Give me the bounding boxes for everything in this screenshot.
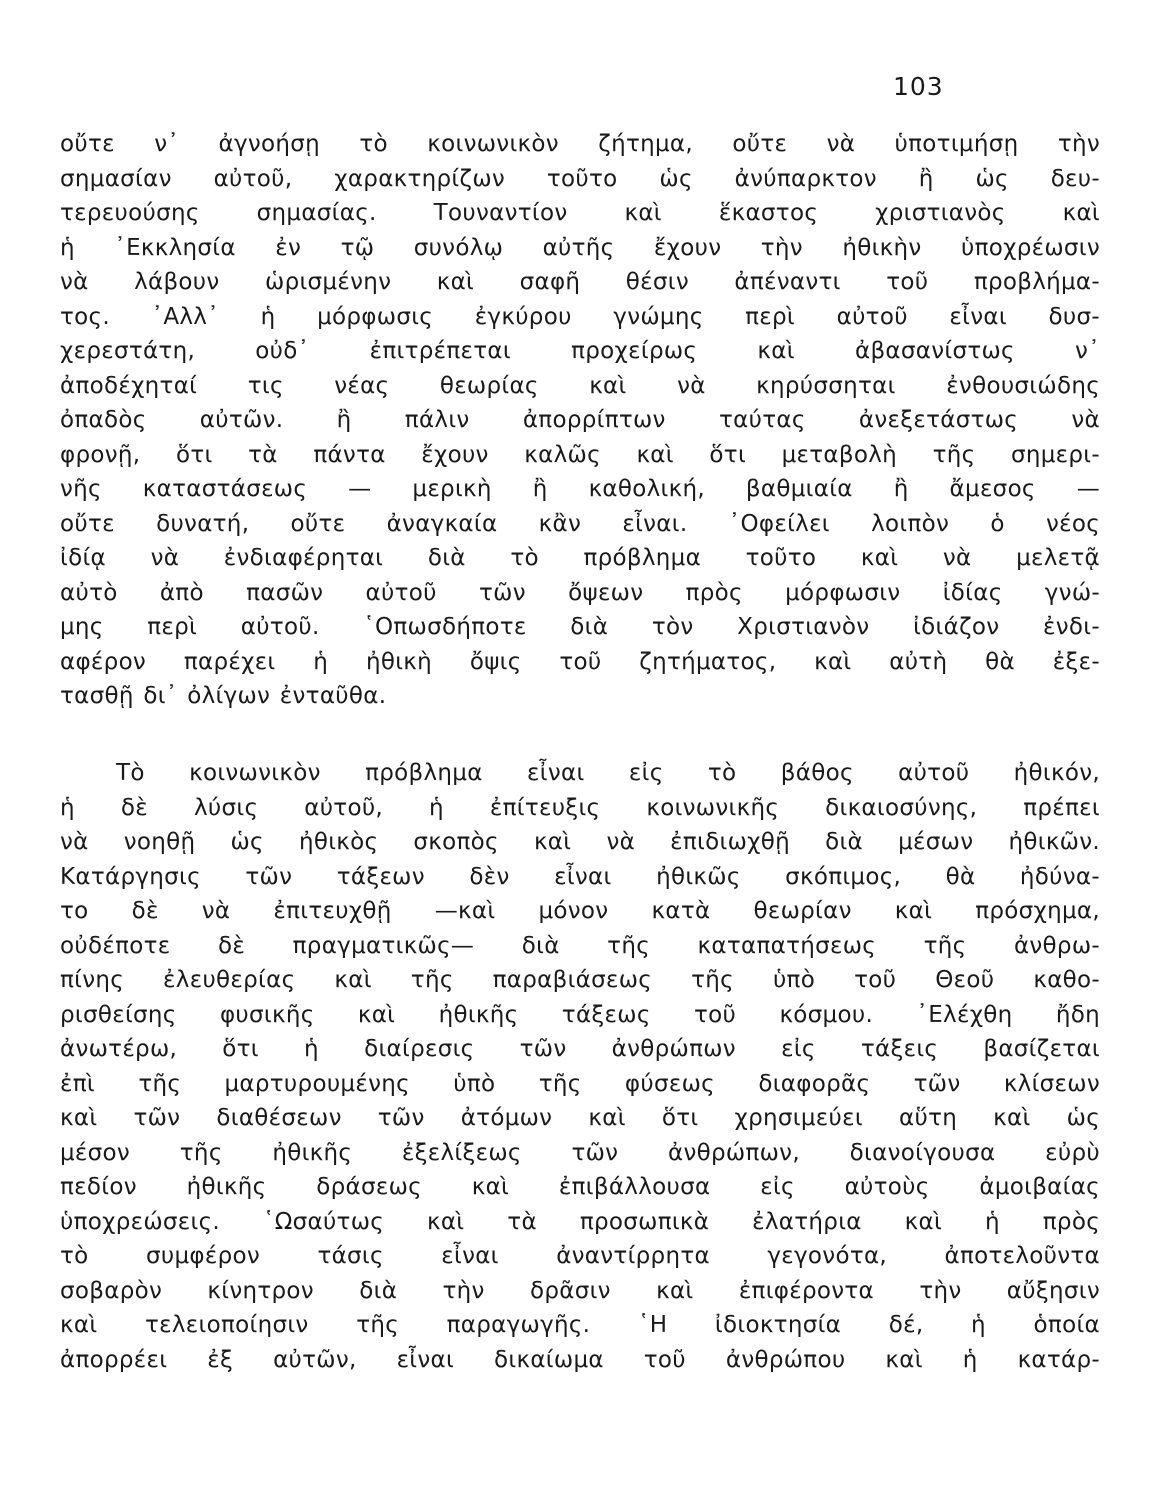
text-line: ἀνωτέρω, ὅτι ἡ διαίρεσις τῶν ἀνθρώπων εἰς τάξεις βασίζεται (60, 1036, 1100, 1062)
text-line: πίνης ἐλευθερίας καὶ τῆς παραβιάσεως τῆς ὑπὸ τοῦ Θεοῦ καθο- (60, 967, 1100, 993)
text-line: ὀπαδὸς αὐτῶν. ἢ πάλιν ἀπορρίπτων ταύτας ἀνεξετάστως νὰ (60, 407, 1100, 433)
text-line: αφέρον παρέχει ἡ ἠθικὴ ὄψις τοῦ ζητήματος, καὶ αὐτὴ θὰ ἐξε- (60, 648, 1100, 675)
text-line: νῆς καταστάσεως — μερικὴ ἢ καθολική, βαθμιαία ἢ ἄμεσος — (60, 476, 1100, 502)
text-line: σοβαρὸν κίνητρον διὰ τὴν δρᾶσιν καὶ ἐπιφέροντα τὴν αὔξησιν (60, 1277, 1100, 1304)
text-line: καὶ τῶν διαθέσεων τῶν ἀτόμων καὶ ὅτι χρησιμεύει αὕτη καὶ ὡς (60, 1105, 1100, 1131)
text-line: ἡ ᾿Εκκλησία ἐν τῷ συνόλῳ αὐτῆς ἔχουν τὴν ἠθικὴν ὑποχρέωσιν (60, 234, 1100, 261)
text-line: οὔτε ν᾿ ἀγνοήσῃ τὸ κοινωνικὸν ζήτημα, οὔτε νὰ ὑποτιμήσῃ τὴν (60, 131, 1100, 157)
text-line: οὔτε δυνατή, οὔτε ἀναγκαία κἂν εἶναι. ᾿Οφείλει λοιπὸν ὁ νέος (60, 510, 1100, 537)
text-line: ἐπὶ τῆς μαρτυρουμένης ὑπὸ τῆς φύσεως διαφορᾶς τῶν κλίσεων (60, 1070, 1100, 1097)
text-line: φρονῇ, ὅτι τὰ πάντα ἔχουν καλῶς καὶ ὅτι μεταβολὴ τῆς σημερι- (60, 441, 1100, 468)
text-line: νὰ νοηθῇ ὡς ἠθικὸς σκοπὸς καὶ νὰ ἐπιδιωχθῇ διὰ μέσων ἠθικῶν. (60, 829, 1100, 855)
text-line: τασθῇ δι᾿ ὀλίγων ἐνταῦθα. (60, 683, 387, 709)
text-line: μέσον τῆς ἠθικῆς ἐξελίξεως τῶν ἀνθρώπων, διανοίγουσα εὐρὺ (60, 1139, 1100, 1166)
text-line: σημασίαν αὐτοῦ, χαρακτηρίζων τοῦτο ὡς ἀνύπαρκτον ἢ ὡς δευ- (60, 165, 1100, 192)
text-line: ρισθείσης φυσικῆς καὶ ἠθικῆς τάξεως τοῦ κόσμου. ᾿Ελέχθη ἤδη (60, 1001, 1100, 1028)
text-line: ἰδίᾳ νὰ ἐνδιαφέρηται διὰ τὸ πρόβλημα τοῦτο καὶ νὰ μελετᾷ (60, 545, 1100, 571)
paragraph-2 (60, 756, 1100, 1377)
text-line: Κατάργησις τῶν τάξεων δὲν εἶναι ἠθικῶς σκόπιμος, θὰ ἠδύνα- (60, 863, 1100, 890)
page-number: 103 (893, 72, 944, 101)
text-line: ἀπορρέει ἐξ αὐτῶν, εἶναι δικαίωμα τοῦ ἀνθρώπου καὶ ἡ κατάρ- (60, 1346, 1100, 1373)
text-line: τερευούσης σημασίας. Τουναντίον καὶ ἕκαστος χριστιανὸς καὶ (60, 200, 1100, 226)
text-line: μης περὶ αὐτοῦ. ῾Οπωσδήποτε διὰ τὸν Χριστιανὸν ἰδιάζον ἐνδι- (60, 614, 1100, 640)
text-line: τὸ συμφέρον τάσις εἶναι ἀναντίρρητα γεγονότα, ἀποτελοῦντα (60, 1243, 1100, 1269)
paragraph-1 (60, 127, 1100, 714)
text-line: ἡ δὲ λύσις αὐτοῦ, ἡ ἐπίτευξις κοινωνικῆς δικαιοσύνης, πρέπει (60, 794, 1100, 821)
text-line: ὑποχρεώσεις. ῾Ωσαύτως καὶ τὰ προσωπικὰ ἐλατήρια καὶ ἡ πρὸς (60, 1208, 1100, 1235)
text-line: οὐδέποτε δὲ πραγματικῶς— διὰ τῆς καταπατήσεως τῆς ἀνθρω- (60, 932, 1100, 959)
text-line: νὰ λάβουν ὡρισμένην καὶ σαφῆ θέσιν ἀπέναντι τοῦ προβλήμα- (60, 269, 1100, 295)
text-line: ἀποδέχηταί τις νέας θεωρίας καὶ νὰ κηρύσσηται ἐνθουσιώδης (60, 372, 1100, 399)
text-line: αὐτὸ ἀπὸ πασῶν αὐτοῦ τῶν ὄψεων πρὸς μόρφωσιν ἰδίας γνώ- (60, 579, 1100, 606)
text-line: καὶ τελειοποίησιν τῆς παραγωγῆς. ῾Η ἰδιοκτησία δέ, ἡ ὁποία (60, 1312, 1100, 1338)
text-line: Τὸ κοινωνικὸν πρόβλημα εἶναι εἰς τὸ βάθος αὐτοῦ ἠθικόν, (116, 760, 1100, 786)
text-line: χερεστάτη, οὐδ᾿ ἐπιτρέπεται προχείρως καὶ ἀβασανίστως ν᾿ (60, 338, 1100, 364)
text-line: τος. ᾿Αλλ᾿ ἡ μόρφωσις ἐγκύρου γνώμης περὶ αὐτοῦ εἶναι δυσ- (60, 303, 1100, 330)
text-line: το δὲ νὰ ἐπιτευχθῇ —καὶ μόνον κατὰ θεωρίαν καὶ πρόσχημα, (60, 898, 1100, 924)
text-line: πεδίον ἠθικῆς δράσεως καὶ ἐπιβάλλουσα εἰς αὐτοὺς ἀμοιβαίας (60, 1174, 1100, 1200)
